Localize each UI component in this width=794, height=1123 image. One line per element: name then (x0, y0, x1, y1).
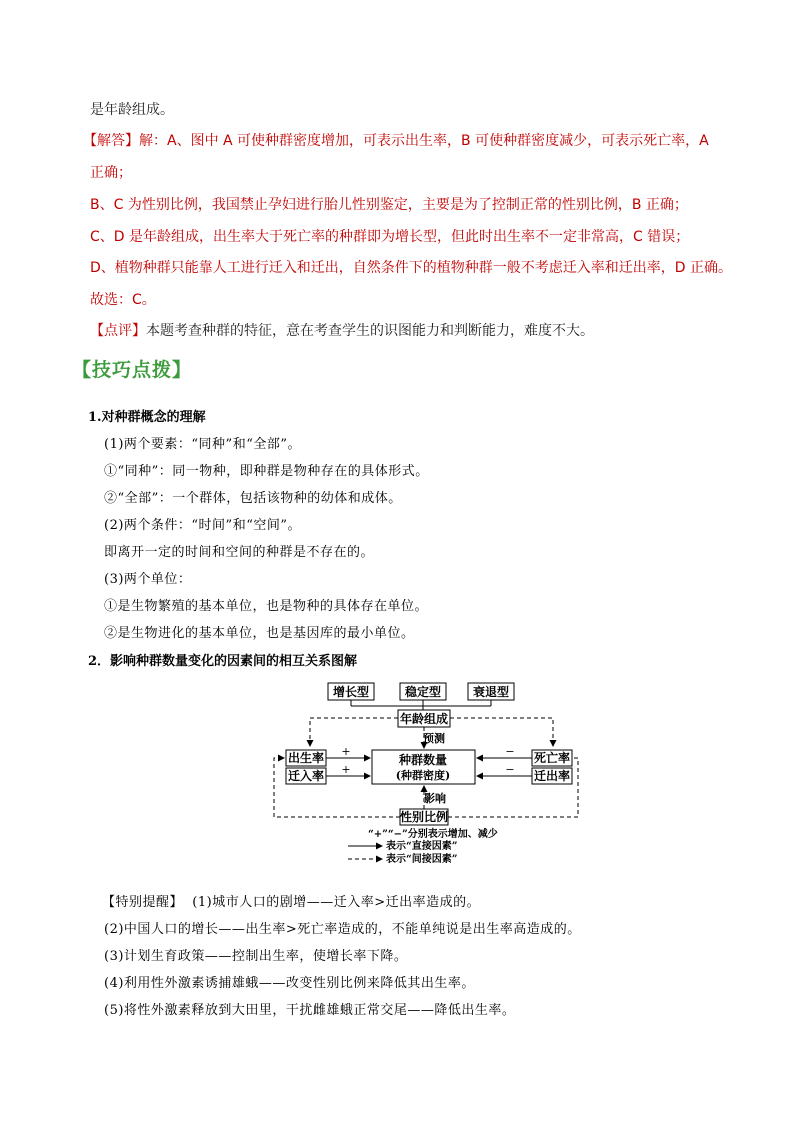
comment-text: 本题考查种群的特征，意在考查学生的识图能力和判断能力，难度不大。 (146, 323, 594, 339)
tips-tag: 【特别提醒】 (102, 895, 184, 910)
answer-line-3: B、C 为性别比例，我国禁止孕妇进行胎儿性别鉴定，主要是为了控制正常的性别比例，B 正确； (90, 197, 688, 213)
section1-line: ②“全部”：一个群体，包括该物种的幼体和成体。 (104, 491, 402, 506)
legend-note: “+”“−”分别表示增加、减少 (368, 829, 498, 840)
predict-label: 预测 (423, 732, 445, 745)
age-composition-label: 年龄组成 (399, 712, 449, 726)
answer-line-6: 故选：C。 (90, 292, 156, 308)
answer-line-5: D、植物种群只能靠人工进行迁入和迁出，自然条件下的植物种群一般不考虑迁入率和迁出率，D 正确。 (90, 260, 733, 276)
tips-line: (2)中国人口的增长——出生率>死亡率造成的，不能单纯说是出生率高造成的。 (104, 922, 581, 937)
tips-line: (5)将性外激素释放到大田里，干扰雌雄蛾正常交尾——降低出生率。 (104, 1003, 516, 1018)
stable-type-label: 稳定型 (404, 685, 442, 699)
section-heading: 【技巧点拨】 (72, 359, 193, 381)
tips-line-1 (102, 891, 480, 910)
section1-line: (1)两个要素：“同种”和“全部”。 (104, 437, 301, 452)
section2-title: 2．影响种群数量变化的因素间的相互关系图解 (88, 654, 358, 669)
minus-sign: − (505, 745, 515, 758)
answer-tag: 【解答】 (83, 133, 139, 149)
comment-line (90, 321, 594, 341)
population-label: 种群数量 (398, 753, 448, 767)
tips-line: (4)利用性外激素诱捕雄蛾——改变性别比例来降低其出生率。 (104, 976, 475, 991)
answer-line-1 (83, 131, 709, 151)
legend-direct: 表示“直接因素” (386, 841, 458, 852)
section1-line: 即离开一定的时间和空间的种群是不存在的。 (104, 545, 375, 560)
influence-label: 影响 (424, 792, 446, 805)
death-rate-label: 死亡率 (533, 751, 571, 765)
tips-line: (3)计划生育政策——控制出生率，使增长率下降。 (104, 949, 408, 964)
decline-type-label: 衰退型 (472, 685, 510, 699)
comment-tag: 【点评】 (90, 323, 146, 339)
section1-line: ②是生物进化的基本单位，也是基因库的最小单位。 (104, 626, 415, 641)
section1-line: (2)两个条件：“时间”和“空间”。 (104, 518, 301, 533)
legend-indirect: 表示“间接因素” (386, 854, 458, 865)
plus-sign: + (341, 763, 351, 776)
age-to-death-arrow (450, 718, 553, 746)
answer-line-0: 是年龄组成。 (90, 102, 174, 118)
answer-line-4: C、D 是年龄组成，出生率大于死亡率的种群即为增长型，但此时出生率不一定非常高，C 错误； (90, 229, 690, 245)
birth-rate-label: 出生率 (287, 751, 325, 765)
section1-line: ①“同种”：同一物种，即种群是物种存在的具体形式。 (104, 464, 429, 479)
growth-type-label: 增长型 (332, 685, 370, 699)
section1-line: ①是生物繁殖的基本单位，也是物种的具体存在单位。 (104, 599, 429, 614)
minus-sign: − (505, 763, 515, 776)
emigration-rate-label: 迁出率 (533, 769, 571, 783)
population-density-label: (种群密度) (395, 769, 451, 782)
section1-title: 1.对种群概念的理解 (88, 410, 206, 425)
section1-line: (3)两个单位： (104, 572, 192, 587)
sex-ratio-label: 性别比例 (399, 810, 449, 824)
age-to-birth-arrow (310, 718, 398, 746)
population-factors-diagram (270, 678, 590, 868)
answer-line-2: 正确； (90, 165, 132, 181)
tips-text: (1)城市人口的剧增——迁入率>迁出率造成的。 (192, 895, 481, 910)
answer-text-1: 解：A、图中 A 可使种群密度增加，可表示出生率，B 可使种群密度减少，可表示死亡率，A (139, 133, 709, 149)
immigration-rate-label: 迁入率 (287, 769, 325, 783)
plus-sign: + (341, 745, 351, 758)
